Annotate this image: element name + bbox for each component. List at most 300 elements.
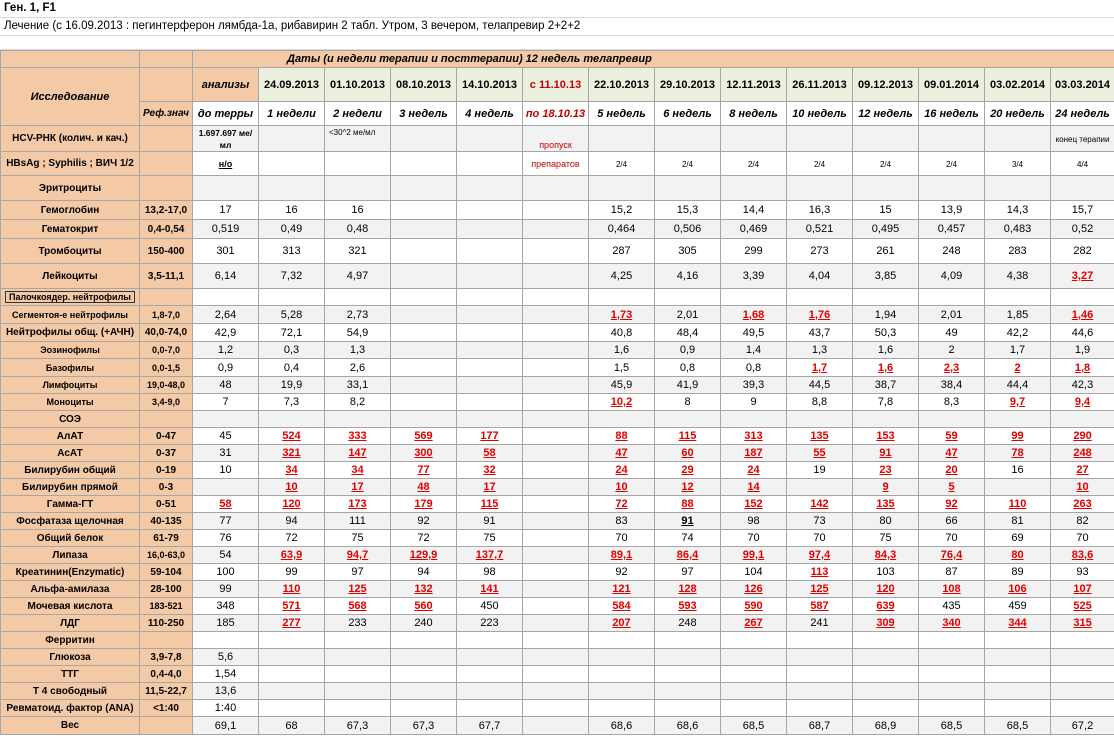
result-cell (919, 306, 985, 324)
result-value: 97 (681, 566, 694, 578)
treatment-description: Лечение (с 16.09.2013 : пегинтерферон лямбда-1а, рибавирин 2 табл. Утром, 3 вечером, телапревир 2+2+2 (0, 18, 1114, 36)
result-value: 110 (1008, 498, 1027, 510)
result-value: 92 (417, 515, 430, 527)
row-label: Ревматоид. фактор (ANA) (1, 700, 140, 717)
result-value: 20 (945, 464, 958, 476)
row-label-text: Палочкоядер. нейтрофилы (5, 291, 135, 303)
result-cell (589, 564, 655, 581)
result-cell (985, 547, 1051, 564)
result-value: 69 (1011, 532, 1024, 544)
result-cell (391, 649, 457, 666)
result-value: 100 (216, 566, 235, 578)
result-value: 248 (942, 245, 961, 257)
reference-range: 3,9-7,8 (140, 649, 193, 666)
result-value: 0,9 (217, 361, 234, 374)
result-value: 0,506 (673, 223, 702, 235)
result-cell (721, 411, 787, 428)
result-cell (853, 445, 919, 462)
result-cell (985, 324, 1051, 342)
result-cell (655, 264, 721, 289)
result-cell (787, 239, 853, 264)
result-value: 70 (615, 532, 628, 544)
result-value: 277 (282, 617, 301, 629)
result-value: 179 (414, 498, 433, 510)
result-cell (457, 201, 523, 220)
result-cell (325, 289, 391, 306)
result-cell (1051, 615, 1114, 632)
result-cell (919, 445, 985, 462)
result-cell (655, 428, 721, 445)
result-value: 16 (285, 204, 298, 216)
result-value: 141 (480, 583, 499, 595)
result-value: 92 (945, 498, 958, 510)
result-value: 24 (747, 464, 760, 476)
week-header: 6 недель (655, 102, 721, 126)
result-value: 0,464 (607, 223, 636, 235)
result-cell (391, 324, 457, 342)
result-value: 8 (684, 396, 691, 408)
reference-range: 0-51 (140, 496, 193, 513)
result-cell (259, 530, 325, 547)
result-cell (1051, 445, 1114, 462)
result-value: 153 (876, 430, 895, 442)
result-cell (787, 306, 853, 324)
result-value: 108 (942, 583, 961, 595)
result-cell (985, 462, 1051, 479)
result-cell (193, 264, 259, 289)
result-cell (853, 462, 919, 479)
result-cell (655, 700, 721, 717)
reference-range: 150-400 (140, 239, 193, 264)
reference-range: 19,0-48,0 (140, 377, 193, 394)
result-cell (325, 683, 391, 700)
result-value: 4,38 (1006, 270, 1029, 282)
result-cell (457, 411, 523, 428)
result-cell (589, 428, 655, 445)
result-cell (523, 649, 589, 666)
result-cell (985, 264, 1051, 289)
result-value: 59 (945, 430, 958, 442)
result-cell (259, 683, 325, 700)
result-cell (1051, 479, 1114, 496)
table-row (1, 126, 1114, 152)
result-value: 93 (1076, 566, 1089, 578)
result-cell (193, 152, 259, 176)
result-value: 1,68 (742, 308, 765, 321)
result-cell (787, 581, 853, 598)
result-value: 58 (483, 447, 496, 459)
result-cell (721, 581, 787, 598)
row-label: АлАТ (1, 428, 140, 445)
result-value: 524 (282, 430, 301, 442)
result-cell (457, 632, 523, 649)
result-cell (193, 201, 259, 220)
result-cell (391, 615, 457, 632)
result-value: 50,3 (874, 326, 897, 339)
result-value: 315 (1073, 617, 1092, 629)
result-cell (259, 220, 325, 239)
result-value: 10 (285, 481, 298, 493)
result-cell (919, 324, 985, 342)
result-value: 91 (681, 515, 694, 527)
result-cell (193, 598, 259, 615)
result-cell (1051, 547, 1114, 564)
result-value: 75 (879, 532, 892, 544)
table-row (1, 306, 1114, 324)
result-cell (589, 547, 655, 564)
result-cell (985, 394, 1051, 411)
result-cell (325, 649, 391, 666)
result-cell (919, 126, 985, 152)
column-header-analyses: анализы (193, 68, 259, 102)
result-value: 525 (1073, 600, 1092, 612)
row-label: Гемоглобин (1, 201, 140, 220)
result-cell (655, 581, 721, 598)
result-value: 80 (879, 515, 892, 527)
result-cell (985, 428, 1051, 445)
result-value: 8,8 (811, 396, 828, 408)
result-cell (325, 581, 391, 598)
result-cell (589, 342, 655, 359)
result-cell (985, 220, 1051, 239)
result-cell (919, 377, 985, 394)
result-cell (325, 547, 391, 564)
row-label: Липаза (1, 547, 140, 564)
result-cell (457, 220, 523, 239)
result-cell (655, 377, 721, 394)
reference-range: 0-47 (140, 428, 193, 445)
result-cell (655, 666, 721, 683)
result-cell (457, 377, 523, 394)
result-value: 3,27 (1071, 270, 1094, 282)
result-cell (1051, 428, 1114, 445)
result-cell (655, 220, 721, 239)
result-value: 4,16 (676, 270, 699, 282)
week-header: 2 недели (325, 102, 391, 126)
result-cell (787, 598, 853, 615)
result-value: 0,519 (211, 223, 240, 235)
result-cell (193, 513, 259, 530)
result-cell (787, 220, 853, 239)
result-cell (787, 152, 853, 176)
result-cell (853, 496, 919, 513)
result-cell (259, 377, 325, 394)
row-label: ТТГ (1, 666, 140, 683)
result-cell (589, 324, 655, 342)
result-value: 5,6 (217, 651, 234, 663)
date-header: 26.11.2013 (787, 68, 853, 102)
table-row (1, 530, 1114, 547)
table-row (1, 547, 1114, 564)
result-cell (721, 513, 787, 530)
result-value: 17 (351, 481, 364, 493)
result-cell (787, 666, 853, 683)
row-label: Билирубин прямой (1, 479, 140, 496)
result-cell (853, 152, 919, 176)
row-label: Моноциты (1, 394, 140, 411)
result-value: 113 (810, 566, 829, 578)
table-row (1, 513, 1114, 530)
result-cell (1051, 700, 1114, 717)
table-row (1, 564, 1114, 581)
result-cell (919, 342, 985, 359)
result-cell (391, 547, 457, 564)
result-cell (325, 496, 391, 513)
result-value: 88 (615, 430, 628, 442)
result-cell (655, 530, 721, 547)
date-header: 24.09.2013 (259, 68, 325, 102)
reference-range: 11,5-22,7 (140, 683, 193, 700)
result-cell (457, 462, 523, 479)
reference-range (140, 152, 193, 176)
reference-range: 28-100 (140, 581, 193, 598)
result-cell (919, 615, 985, 632)
result-value: 0,8 (679, 361, 696, 374)
result-value: 177 (480, 430, 499, 442)
result-value: 125 (348, 583, 367, 595)
result-value: 1,7 (1009, 344, 1026, 356)
result-cell (325, 394, 391, 411)
result-cell (919, 717, 985, 735)
result-value: 38,7 (874, 379, 897, 391)
result-cell (919, 700, 985, 717)
result-value: 4,97 (346, 270, 369, 282)
result-value: 31 (219, 447, 232, 459)
result-value: 3/4 (1011, 159, 1024, 169)
result-cell (193, 126, 259, 152)
result-cell (919, 598, 985, 615)
result-cell (1051, 649, 1114, 666)
reference-range (140, 411, 193, 428)
result-value: 1,2 (217, 344, 234, 356)
result-value: 571 (282, 600, 301, 612)
result-value: 321 (348, 245, 367, 257)
result-value: 67,7 (478, 719, 501, 732)
result-cell (721, 394, 787, 411)
result-value: 60 (681, 447, 694, 459)
result-cell (985, 530, 1051, 547)
reference-range: <1:40 (140, 700, 193, 717)
result-value: 2,73 (346, 308, 369, 321)
result-cell (391, 462, 457, 479)
reference-range: 3,4-9,0 (140, 394, 193, 411)
result-cell (325, 152, 391, 176)
result-cell (523, 632, 589, 649)
result-cell (985, 598, 1051, 615)
result-value: 313 (282, 245, 301, 257)
table-row (1, 581, 1114, 598)
lab-results-table (0, 50, 1114, 735)
result-value: 98 (747, 515, 760, 527)
result-cell (325, 462, 391, 479)
result-value: 128 (678, 583, 697, 595)
result-value: 75 (483, 532, 496, 544)
result-value: 14,4 (742, 204, 765, 216)
result-cell (985, 564, 1051, 581)
table-row (1, 359, 1114, 377)
result-cell (391, 513, 457, 530)
result-cell (391, 239, 457, 264)
result-value: 83 (615, 515, 628, 527)
result-value: 27 (1076, 464, 1089, 476)
result-cell (523, 176, 589, 201)
result-value: 282 (1073, 245, 1092, 257)
result-value: 99 (219, 583, 232, 595)
result-value: 77 (417, 464, 430, 476)
result-value: 301 (216, 245, 235, 257)
reference-range: 0,0-1,5 (140, 359, 193, 377)
result-cell (1051, 324, 1114, 342)
week-header: 24 недель (1051, 102, 1114, 126)
result-value: 2 (1014, 361, 1021, 374)
result-cell (655, 289, 721, 306)
date-header: 22.10.2013 (589, 68, 655, 102)
result-cell (919, 496, 985, 513)
result-cell (193, 411, 259, 428)
reference-range: 0-37 (140, 445, 193, 462)
table-row (1, 289, 1114, 306)
result-value: 47 (615, 447, 628, 459)
result-cell (259, 615, 325, 632)
result-cell (787, 717, 853, 735)
result-value: 10 (1076, 481, 1089, 493)
result-cell (655, 462, 721, 479)
result-value: 63,9 (280, 549, 303, 561)
result-value: 173 (348, 498, 367, 510)
result-cell (1051, 411, 1114, 428)
reference-range: 0,0-7,0 (140, 342, 193, 359)
result-value: 560 (414, 600, 433, 612)
result-cell (853, 428, 919, 445)
result-cell (325, 377, 391, 394)
result-cell (1051, 152, 1114, 176)
result-cell (259, 547, 325, 564)
result-value: 1,3 (811, 344, 828, 356)
row-label: HBsAg ; Syphilis ; ВИЧ 1/2 (1, 152, 140, 176)
result-cell (193, 394, 259, 411)
result-cell (721, 530, 787, 547)
result-value: 91 (879, 447, 892, 459)
row-label: Глюкоза (1, 649, 140, 666)
result-value: 110 (282, 583, 301, 595)
result-cell (985, 239, 1051, 264)
row-label: СОЭ (1, 411, 140, 428)
result-cell (391, 377, 457, 394)
result-cell (787, 428, 853, 445)
result-cell (589, 445, 655, 462)
week-header: 4 недель (457, 102, 523, 126)
result-cell (259, 666, 325, 683)
result-cell (853, 564, 919, 581)
date-header: 03.02.2014 (985, 68, 1051, 102)
result-cell (919, 359, 985, 377)
result-cell (985, 342, 1051, 359)
result-value: 89,1 (610, 549, 633, 561)
result-value: 70 (1076, 532, 1089, 544)
result-cell (721, 445, 787, 462)
result-value: 300 (414, 447, 433, 459)
result-cell (787, 342, 853, 359)
result-cell (655, 513, 721, 530)
result-cell (853, 513, 919, 530)
result-value: 0,4 (283, 361, 300, 374)
result-value: 0,521 (805, 223, 834, 235)
result-cell (787, 126, 853, 152)
result-cell (919, 201, 985, 220)
reference-range: 183-521 (140, 598, 193, 615)
result-value: 89 (1011, 566, 1024, 578)
result-cell (325, 428, 391, 445)
result-cell (721, 615, 787, 632)
result-cell (985, 700, 1051, 717)
result-value: 593 (678, 600, 697, 612)
result-value: 70 (945, 532, 958, 544)
result-value: 7,32 (280, 270, 303, 282)
result-value: 2/4 (747, 159, 760, 169)
result-value: 248 (678, 617, 697, 629)
result-value: 3,85 (874, 270, 897, 282)
result-cell (919, 479, 985, 496)
result-cell (193, 289, 259, 306)
result-cell (919, 581, 985, 598)
result-cell (391, 445, 457, 462)
result-value: 15,2 (610, 204, 633, 216)
result-cell (193, 342, 259, 359)
result-cell (325, 666, 391, 683)
result-value: 94 (285, 515, 298, 527)
reference-range: 61-79 (140, 530, 193, 547)
reference-range: 110-250 (140, 615, 193, 632)
result-value: 29 (681, 464, 694, 476)
result-cell (853, 479, 919, 496)
results-body (1, 126, 1114, 735)
result-cell (655, 324, 721, 342)
result-value: 39,3 (742, 379, 765, 391)
result-cell (919, 666, 985, 683)
result-value: 126 (744, 583, 763, 595)
result-value: 321 (282, 447, 301, 459)
result-value: 42,9 (214, 326, 237, 339)
result-cell (391, 289, 457, 306)
result-cell (853, 176, 919, 201)
result-cell (523, 666, 589, 683)
result-cell (259, 264, 325, 289)
result-cell (523, 547, 589, 564)
result-value: 73 (813, 515, 826, 527)
result-cell (325, 306, 391, 324)
row-label: Лимфоциты (1, 377, 140, 394)
result-cell (193, 615, 259, 632)
date-header: с 11.10.13 (523, 68, 589, 102)
result-cell (589, 581, 655, 598)
result-cell (589, 496, 655, 513)
column-header-ref: Реф.знач (140, 102, 193, 126)
result-value: 1,6 (877, 361, 894, 374)
result-cell (325, 220, 391, 239)
date-header: 12.11.2013 (721, 68, 787, 102)
result-cell (985, 632, 1051, 649)
result-cell (193, 220, 259, 239)
result-cell (193, 564, 259, 581)
result-cell (985, 411, 1051, 428)
result-value: 99 (1011, 430, 1024, 442)
result-cell (523, 239, 589, 264)
reference-range: 1,8-7,0 (140, 306, 193, 324)
table-row (1, 598, 1114, 615)
result-cell (325, 359, 391, 377)
result-value: 14 (747, 481, 760, 493)
result-cell (457, 700, 523, 717)
